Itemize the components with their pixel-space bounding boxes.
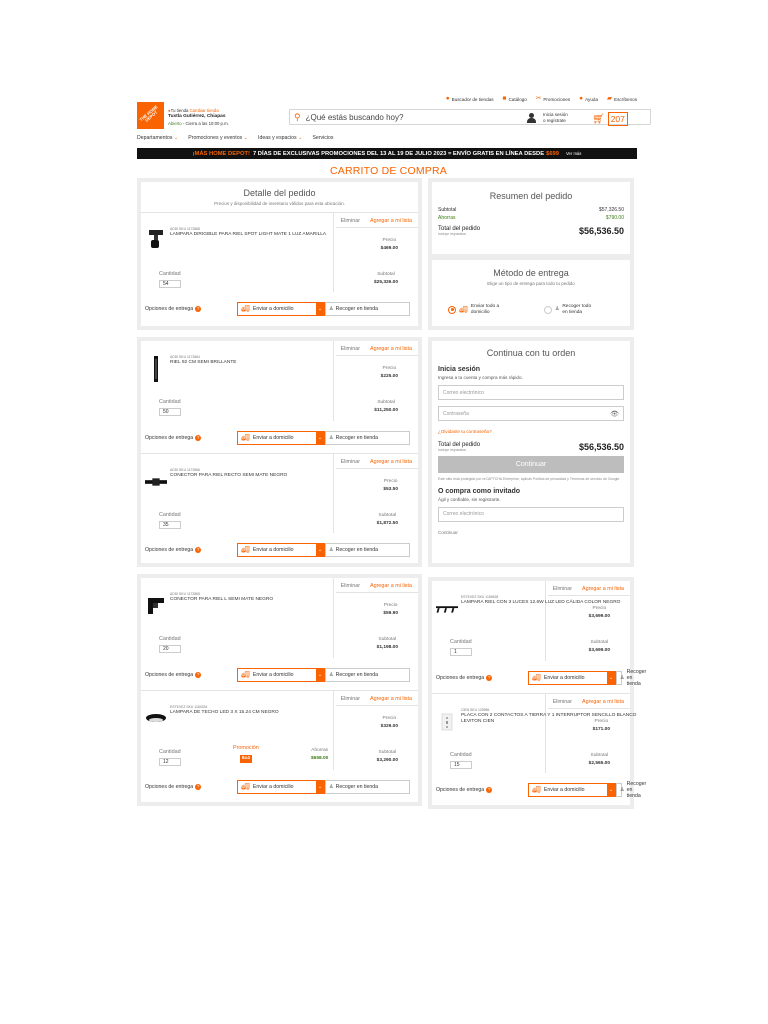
wishlist-link[interactable]: Agregar a mi lista bbox=[582, 586, 624, 592]
quantity-input[interactable]: 54 bbox=[159, 280, 181, 288]
store-pickup-icon: ♙ bbox=[555, 307, 560, 313]
banner-highlight: ¡MÁS HOME DEPOT! bbox=[192, 150, 250, 157]
guest-subtitle: Ágil y confiable, sin registrarte. bbox=[438, 496, 501, 502]
banner-more-link[interactable]: Ver más bbox=[566, 151, 582, 156]
chevron-down-icon: ⌄ bbox=[243, 135, 249, 141]
ship-home-select[interactable]: 🚚︎ Enviar a domicilio ⌄ bbox=[237, 302, 325, 316]
truck-icon: 🚚︎ bbox=[241, 306, 250, 313]
product-price: Precio $171.00 bbox=[592, 719, 610, 732]
guest-title: O compra como invitado bbox=[438, 487, 521, 495]
quantity-input[interactable]: 50 bbox=[159, 408, 181, 416]
delivery-options: Opciones de entrega ? 🚚︎ Enviar a domicilio ⌄ ♙ Recoger en tienda bbox=[145, 431, 410, 445]
banner-text: 7 DÍAS DE EXCLUSIVAS PROMOCIONES DEL 13 AL 19 DE JULIO 2023 = ENVÍO GRATIS EN LÍNEA DESDE bbox=[252, 150, 545, 157]
product-sku: ESTEVEZ SKU 1164334 bbox=[170, 705, 208, 709]
summary-title: Resumen del pedido bbox=[489, 191, 573, 201]
cart-item bbox=[141, 341, 418, 451]
login-line1: Inicia sesión bbox=[543, 112, 568, 117]
ship-all-option[interactable]: 🚚︎ Enviar todo a domicilio bbox=[448, 304, 499, 316]
remove-link[interactable]: Eliminar bbox=[552, 699, 573, 705]
product-price: Precio $59.90 bbox=[383, 603, 398, 616]
product-price: Precio $53.50 bbox=[383, 479, 398, 492]
product-price: Precio $329.00 bbox=[380, 716, 398, 729]
info-icon[interactable]: ? bbox=[196, 306, 200, 311]
product-image[interactable] bbox=[436, 711, 458, 733]
chevron-down-icon: ⌄ bbox=[298, 135, 303, 141]
chevron-down-icon: ⌄ bbox=[316, 781, 324, 793]
info-icon[interactable]: ? bbox=[487, 787, 491, 792]
store-pickup-icon: ♙ bbox=[329, 672, 334, 678]
cart-item bbox=[141, 690, 418, 800]
store-pickup-icon: ♙ bbox=[329, 435, 334, 441]
delivery-method-title: Método de entrega bbox=[493, 268, 569, 278]
wishlist-link[interactable]: Agregar a mi lista bbox=[370, 459, 412, 465]
product-name[interactable]: PLACA CON 2 CONTACTOS A TIERRA Y 1 INTERRUPTOR SENCILLO BLANCO LEVITON CIEN bbox=[461, 713, 637, 724]
product-name[interactable]: CONECTOR PARA RIEL RECTO SEMI MATE NEGRO bbox=[170, 473, 288, 478]
login-link[interactable] bbox=[527, 112, 568, 123]
remove-link[interactable]: Eliminar bbox=[340, 459, 361, 465]
promo-banner[interactable] bbox=[137, 148, 637, 159]
cart-items-panel-2 bbox=[137, 337, 422, 567]
product-image[interactable] bbox=[145, 471, 167, 493]
user-icon bbox=[527, 113, 536, 123]
quantity-field: Cantidad 20 bbox=[159, 636, 181, 652]
continue-button[interactable]: Continuar bbox=[438, 456, 624, 473]
product-name[interactable]: LAMPARA RIEL CON 3 LUCES 12.6W LUZ LED CÁLIDA COLOR NEGRO bbox=[461, 600, 621, 605]
nav-departments[interactable]: Departamentos ⌄ bbox=[137, 135, 179, 141]
nav-ideas[interactable]: Ideas y espacios ⌄ bbox=[258, 135, 303, 141]
info-icon[interactable]: ? bbox=[487, 675, 491, 680]
product-image[interactable] bbox=[145, 595, 167, 617]
info-icon[interactable]: ? bbox=[196, 784, 200, 789]
login-line2: o regístrate bbox=[543, 117, 566, 123]
quantity-field: Cantidad 50 bbox=[159, 399, 181, 415]
quantity-field: Cantidad 35 bbox=[159, 512, 181, 528]
cart-items-card-2 bbox=[141, 341, 418, 563]
ship-home-select[interactable]: 🚚︎ Enviar a domicilio ⌄ bbox=[237, 780, 325, 794]
delivery-method-subtitle: Elige un tipo de entrega para todo tu pedido bbox=[487, 281, 575, 286]
store-hours: - Cierra a las 10:00 p.m. bbox=[182, 121, 229, 127]
delivery-options: Opciones de entrega ? 🚚︎ Enviar a domicilio ⌄ ♙ Recoger en tienda bbox=[436, 781, 647, 799]
change-store-link[interactable]: Cambiar tienda bbox=[189, 108, 219, 113]
product-sku: ESTEVEZ SKU 1169628 bbox=[461, 595, 499, 599]
search-icon: ⚲ bbox=[294, 111, 301, 122]
quantity-input[interactable]: 12 bbox=[159, 758, 181, 766]
wishlist-link[interactable]: Agregar a mi lista bbox=[370, 696, 412, 702]
cart-item bbox=[141, 212, 418, 322]
promotions-link[interactable]: ✂ Promociones bbox=[535, 95, 571, 102]
remove-link[interactable]: Eliminar bbox=[552, 586, 573, 592]
pickup-option[interactable]: ♙ Recoger en tienda bbox=[325, 302, 410, 316]
truck-icon: 🚚︎ bbox=[241, 784, 250, 791]
checkout-card bbox=[432, 341, 630, 563]
pickup-option[interactable]: ♙ Recoger en tienda bbox=[325, 668, 410, 682]
chat-icon: ▰ bbox=[607, 95, 613, 102]
ship-home-select[interactable]: 🚚︎ Enviar a domicilio ⌄ bbox=[528, 783, 616, 797]
chevron-down-icon: ⌄ bbox=[316, 669, 324, 681]
nav-promotions[interactable]: Promociones y eventos ⌄ bbox=[188, 135, 249, 141]
delivery-options: Opciones de entrega ? 🚚︎ Enviar a domicilio ⌄ ♙ Recoger en tienda bbox=[145, 543, 410, 557]
delivery-options: Opciones de entrega ? 🚚︎ Enviar a domicilio ⌄ ♙ Recoger en tienda bbox=[145, 668, 410, 682]
summary-savings-label: Ahorras bbox=[438, 215, 456, 221]
product-sku: ADDI SKU 1172865 bbox=[170, 592, 200, 596]
store-pickup-icon: ♙ bbox=[329, 784, 334, 790]
info-icon[interactable]: ? bbox=[196, 672, 200, 677]
quantity-input[interactable]: 1 bbox=[450, 648, 472, 656]
summary-savings: $790.00 bbox=[605, 215, 624, 221]
eye-icon[interactable]: 👁︎ bbox=[610, 410, 619, 418]
item-savings: Ahorras $658.00 bbox=[311, 748, 329, 761]
store-pickup-icon: ♙ bbox=[620, 675, 625, 681]
pickup-option[interactable]: ♙ Recoger en tienda bbox=[616, 783, 622, 797]
chevron-down-icon: ⌄ bbox=[316, 303, 324, 315]
help-link[interactable]: ● Ayuda bbox=[579, 95, 599, 102]
delivery-options: Opciones de entrega ? 🚚︎ Enviar a domicilio ⌄ ♙ Recoger en tienda bbox=[436, 669, 647, 687]
wishlist-link[interactable]: Agregar a mi lista bbox=[370, 583, 412, 589]
location-icon: ● bbox=[445, 95, 450, 102]
item-subtotal: Subtotal $25,326.00 bbox=[373, 272, 398, 285]
catalog-link[interactable]: ■ Catálogo bbox=[502, 95, 527, 102]
radio-selected[interactable] bbox=[448, 306, 456, 314]
product-sku: ADDI SKU 1172864 bbox=[170, 355, 200, 359]
store-pin-icon: ● bbox=[168, 108, 171, 113]
product-name[interactable]: RIEL 92 CM SEMI BRILLANTE bbox=[170, 360, 237, 365]
checkout-tax-note: Incluye impuestos bbox=[438, 448, 467, 452]
product-name[interactable]: LAMPARA DIRIGIBLE PARA RIEL SPOT LIGHT MATE 1 LUZ AMARILLA bbox=[170, 232, 327, 237]
cart-count: 207 bbox=[608, 112, 628, 126]
top-links bbox=[446, 96, 637, 103]
site-header bbox=[137, 93, 637, 147]
wishlist-link[interactable]: Agregar a mi lista bbox=[370, 218, 412, 224]
guest-continue-link[interactable]: Continuar bbox=[438, 529, 458, 535]
delivery-method-card bbox=[432, 260, 630, 326]
item-subtotal: Subtotal $3,290.00 bbox=[376, 750, 398, 763]
ship-home-select[interactable]: 🚚︎ Enviar a domicilio ⌄ bbox=[237, 431, 325, 445]
store-finder-link[interactable]: ● Buscador de tiendas bbox=[445, 95, 494, 102]
delivery-options: Opciones de entrega ? 🚚︎ Enviar a domicilio ⌄ ♙ Recoger en tienda bbox=[145, 302, 410, 316]
info-icon[interactable]: ? bbox=[196, 435, 200, 440]
ship-home-select[interactable]: 🚚︎ Enviar a domicilio ⌄ bbox=[237, 668, 325, 682]
product-image[interactable] bbox=[145, 358, 167, 380]
summary-subtotal: $57,326.50 bbox=[598, 207, 624, 213]
cart-item bbox=[432, 581, 647, 691]
product-name[interactable]: LAMPARA DE TECHO LED 3 X 15.24 CM NEGRO bbox=[170, 710, 279, 715]
order-detail-card bbox=[141, 182, 418, 326]
cart-icon: 🛒︎ bbox=[592, 113, 605, 125]
store-pickup-icon: ♙ bbox=[329, 547, 334, 553]
contact-link[interactable]: ▰ Escríbenos bbox=[607, 95, 637, 102]
product-price: Precio $469.00 bbox=[380, 238, 398, 251]
product-price: Precio $225.00 bbox=[380, 366, 398, 379]
item-subtotal: Subtotal $3,699.00 bbox=[588, 640, 610, 653]
checkout-total: $56,536.50 bbox=[578, 442, 624, 452]
delivery-options: Opciones de entrega ? 🚚︎ Enviar a domicilio ⌄ ♙ Recoger en tienda bbox=[145, 780, 410, 794]
chevron-down-icon: ⌄ bbox=[316, 544, 324, 556]
summary-total: $56,536.50 bbox=[578, 226, 624, 236]
checkout-title: Continua con tu orden bbox=[486, 348, 576, 358]
cart-item bbox=[141, 578, 418, 688]
store-city: Tuxtla Gutiérrez, Chiapas bbox=[168, 114, 226, 120]
login-title: Inicia sesión bbox=[438, 366, 481, 373]
banner-amount: $699 bbox=[546, 150, 559, 157]
cart-items-card-4 bbox=[432, 581, 647, 805]
remove-link[interactable]: Eliminar bbox=[340, 583, 361, 589]
cart-items-card-3 bbox=[141, 578, 418, 802]
search-placeholder: ¿Qué estás buscando hoy? bbox=[305, 112, 404, 122]
checkout-panel bbox=[428, 337, 634, 567]
remove-link[interactable]: Eliminar bbox=[340, 696, 361, 702]
summary-total-label: Total del pedido bbox=[438, 226, 481, 232]
summary-tax-note: Incluye impuestos bbox=[438, 232, 467, 236]
home-depot-logo[interactable]: THE HOME DEPOT bbox=[137, 102, 164, 129]
truck-icon: 🚚︎ bbox=[532, 787, 541, 794]
login-subtitle: Ingresa a tu cuenta y compra más rápido. bbox=[438, 375, 523, 380]
item-subtotal: Subtotal $11,250.00 bbox=[374, 400, 398, 413]
chevron-down-icon: ⌄ bbox=[173, 135, 179, 141]
chevron-down-icon: ⌄ bbox=[607, 784, 615, 796]
store-selector[interactable]: ●Tu tienda Cambiar tienda Tuxtla Gutiérrez, Chiapas Abierto - Cierra a las 10:00 p.m. bbox=[168, 108, 229, 127]
wishlist-link[interactable]: Agregar a mi lista bbox=[370, 346, 412, 352]
summary-subtotal-label: Subtotal bbox=[438, 207, 457, 213]
cart-item bbox=[141, 453, 418, 563]
password-field[interactable]: Contraseña 👁︎ bbox=[438, 406, 624, 421]
order-summary-card bbox=[432, 182, 630, 254]
forgot-password-link[interactable]: ¿Olvidaste tu contraseña? bbox=[438, 429, 492, 434]
ship-home-select[interactable]: 🚚︎ Enviar a domicilio ⌄ bbox=[237, 543, 325, 557]
store-open-status: Abierto bbox=[168, 121, 182, 127]
ship-home-select[interactable]: 🚚︎ Enviar a domicilio ⌄ bbox=[528, 671, 616, 685]
remove-link[interactable]: Eliminar bbox=[340, 346, 361, 352]
product-name[interactable]: CONECTOR PARA RIEL L SEMI MATE NEGRO bbox=[170, 597, 274, 602]
help-icon: ● bbox=[579, 95, 584, 102]
item-subtotal: Subtotal $1,198.00 bbox=[376, 637, 398, 650]
quantity-input[interactable]: 15 bbox=[450, 761, 472, 769]
remove-link[interactable]: Eliminar bbox=[340, 218, 361, 224]
truck-icon: 🚚︎ bbox=[241, 672, 250, 679]
quantity-field: Cantidad 15 bbox=[450, 752, 472, 768]
quantity-input[interactable]: 20 bbox=[159, 645, 181, 653]
cart-item bbox=[432, 693, 647, 803]
promo-icon: ✂ bbox=[535, 95, 542, 102]
chevron-down-icon: ⌄ bbox=[316, 432, 324, 444]
pickup-option[interactable]: ♙ Recoger en tienda bbox=[325, 780, 410, 794]
email-field[interactable]: Correo electrónico bbox=[438, 385, 624, 400]
product-sku: CIEN SKU 125956 bbox=[461, 708, 490, 712]
store-pickup-icon: ♙ bbox=[329, 306, 334, 312]
product-image[interactable] bbox=[436, 598, 458, 620]
cart-items-panel-4 bbox=[428, 577, 647, 809]
item-subtotal: Subtotal $1,872.50 bbox=[376, 513, 398, 526]
checkout-total-label: Total del pedido bbox=[438, 442, 481, 448]
product-sku: ADDI SKU 1172868 bbox=[170, 227, 200, 231]
radio-unselected[interactable] bbox=[544, 306, 552, 314]
pickup-option[interactable]: ♙ Recoger en tienda bbox=[325, 543, 410, 557]
store-pickup-icon: ♙ bbox=[620, 787, 625, 793]
pickup-option[interactable]: ♙ Recoger en tienda bbox=[616, 671, 622, 685]
item-subtotal: Subtotal $2,565.00 bbox=[588, 753, 610, 766]
main-nav bbox=[137, 135, 334, 141]
quantity-field: Cantidad 54 bbox=[159, 271, 181, 287]
quantity-field: Cantidad 1 bbox=[450, 639, 472, 655]
pickup-all-option[interactable]: ♙ Recoger todo en tienda bbox=[544, 304, 591, 316]
cart-button[interactable] bbox=[592, 112, 628, 126]
order-detail-title: Detalle del pedido bbox=[243, 188, 316, 198]
cart-items-panel-3 bbox=[137, 574, 422, 806]
truck-icon: 🚚︎ bbox=[459, 306, 468, 314]
info-icon[interactable]: ? bbox=[196, 547, 200, 552]
truck-icon: 🚚︎ bbox=[532, 675, 541, 682]
quantity-field: Cantidad 12 bbox=[159, 749, 181, 765]
recaptcha-legal: Este sitio está protegido por reCAPTCHA Enterprise, aplican Política de privacidad y Términos de servicio de Google. bbox=[438, 477, 621, 481]
product-image[interactable] bbox=[145, 708, 167, 730]
guest-email-field[interactable]: Correo electrónico bbox=[438, 507, 624, 522]
truck-icon: 🚚︎ bbox=[241, 435, 250, 442]
wishlist-link[interactable]: Agregar a mi lista bbox=[582, 699, 624, 705]
promotion-badge: Promoción 6x4 bbox=[233, 745, 259, 761]
summary-panel bbox=[428, 178, 634, 330]
order-detail-subtitle: Precios y disponibilidad de inventario válidos para esta ubicación. bbox=[214, 201, 345, 206]
quantity-input[interactable]: 35 bbox=[159, 521, 181, 529]
chevron-down-icon: ⌄ bbox=[607, 672, 615, 684]
product-sku: ADDI SKU 1172866 bbox=[170, 468, 200, 472]
pickup-option[interactable]: ♙ Recoger en tienda bbox=[325, 431, 410, 445]
nav-services[interactable]: Servicios bbox=[312, 135, 334, 141]
order-detail-panel bbox=[137, 178, 422, 330]
page-title: CARRITO DE COMPRA bbox=[330, 165, 447, 177]
product-price: Precio $3,699.00 bbox=[588, 606, 610, 619]
product-image[interactable] bbox=[145, 230, 167, 252]
catalog-icon: ■ bbox=[502, 95, 507, 102]
truck-icon: 🚚︎ bbox=[241, 547, 250, 554]
